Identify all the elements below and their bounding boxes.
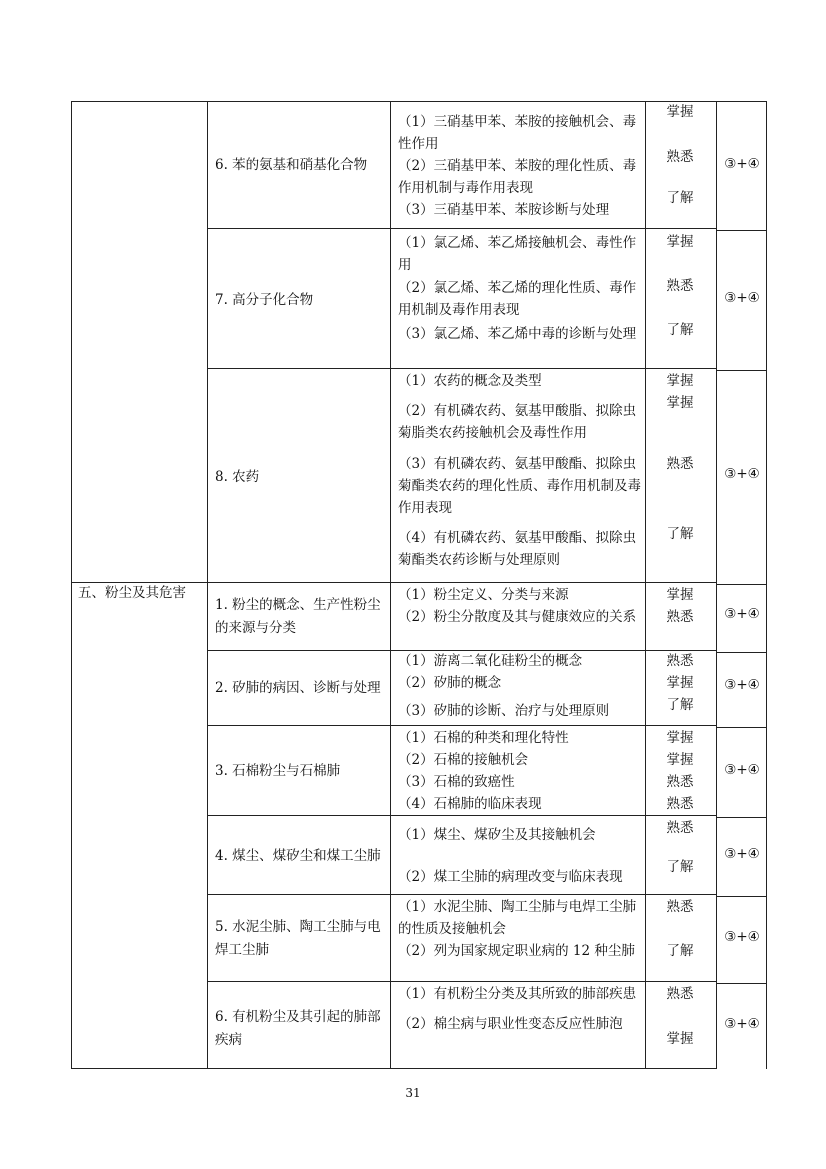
row-divider	[207, 894, 716, 895]
content-cell	[398, 824, 644, 888]
content-item: （2）煤工尘肺的病理改变与临床表现	[398, 869, 623, 885]
level-label: 掌握	[666, 373, 694, 389]
section-title: 五、粉尘及其危害	[78, 585, 186, 601]
level-label: 了解	[666, 322, 694, 338]
content-item: （3）氯乙烯、苯乙烯中毒的诊断与处理	[398, 326, 637, 342]
content-item: （3）有机磷农药、氨基甲酸酯、拟除虫菊酯类农药的理化性质、毒作用机制及毒作用表现	[398, 456, 641, 516]
level-label: 熟悉	[666, 653, 694, 669]
level-label: 掌握	[666, 587, 694, 603]
row-divider	[207, 228, 716, 229]
table-border-bottom	[71, 1068, 716, 1069]
content-item: （1）农药的概念及类型	[398, 373, 542, 389]
level-label: 掌握	[666, 395, 694, 411]
exam-mark: ③+④	[724, 846, 760, 862]
column-divider	[645, 101, 646, 1069]
topic-cell: 4. 煤尘、煤矽尘和煤工尘肺	[215, 848, 381, 864]
level-label: 了解	[666, 943, 694, 959]
content-cell	[398, 370, 644, 571]
content-cell	[398, 727, 644, 815]
topic-cell: 3. 石棉粉尘与石棉肺	[215, 763, 341, 779]
content-item: （2）矽肺的概念	[398, 675, 502, 691]
content-item: （2）有机磷农药、氨基甲酸脂、拟除虫菊脂类农药接触机会及毒性作用	[398, 403, 637, 441]
content-item: （1）氯乙烯、苯乙烯接触机会、毒性作用	[398, 235, 637, 273]
content-item: （2）棉尘病与职业性变态反应性肺泡	[398, 1016, 623, 1032]
exam-mark: ③+④	[724, 677, 760, 693]
level-label: 掌握	[666, 1031, 694, 1047]
content-cell	[398, 896, 644, 962]
content-item: （4）石棉肺的临床表现	[398, 796, 542, 812]
exam-mark: ③+④	[724, 929, 760, 945]
row-divider	[716, 727, 766, 728]
level-label: 掌握	[666, 104, 694, 120]
row-divider	[207, 981, 716, 982]
topic-cell: 1. 粉尘的概念、生产性粉尘的来源与分类	[215, 597, 381, 636]
exam-mark: ③+④	[724, 156, 760, 172]
table-border-left	[71, 101, 72, 1069]
section-divider	[716, 584, 766, 585]
level-label: 掌握	[666, 675, 694, 691]
content-item: （1）煤尘、煤矽尘及其接触机会	[398, 827, 596, 843]
page-number: 31	[405, 1086, 421, 1100]
column-divider	[716, 101, 717, 1069]
level-label: 了解	[666, 190, 694, 206]
content-item: （1）石棉的种类和理化特性	[398, 730, 569, 746]
exam-mark: ③+④	[724, 466, 760, 482]
row-divider	[716, 370, 766, 371]
content-item: （3）矽肺的诊断、治疗与处理原则	[398, 703, 610, 719]
row-divider	[207, 815, 716, 816]
level-label: 熟悉	[666, 899, 694, 915]
level-label: 熟悉	[666, 149, 694, 165]
content-item: （2）粉尘分散度及其与健康效应的关系	[398, 609, 637, 625]
level-label: 掌握	[666, 752, 694, 768]
content-cell	[398, 650, 644, 722]
row-divider	[716, 983, 766, 984]
level-label: 熟悉	[666, 986, 694, 1002]
topic-cell: 7. 高分子化合物	[215, 292, 314, 308]
content-cell	[398, 983, 644, 1035]
level-label: 熟悉	[666, 609, 694, 625]
row-divider	[716, 896, 766, 897]
topic-cell: 8. 农药	[215, 469, 260, 485]
content-item: （2）石棉的接触机会	[398, 752, 529, 768]
content-cell	[398, 232, 644, 345]
content-item: （1）游离二氧化硅粉尘的概念	[398, 653, 583, 669]
level-label: 熟悉	[666, 456, 694, 472]
content-item: （1）水泥尘肺、陶工尘肺与电焊工尘肺的性质及接触机会	[398, 899, 637, 937]
exam-mark: ③+④	[724, 1016, 760, 1032]
row-divider	[716, 817, 766, 818]
topic-cell: 5. 水泥尘肺、陶工尘肺与电焊工尘肺	[215, 919, 381, 958]
exam-mark: ③+④	[724, 290, 760, 306]
level-label: 熟悉	[666, 774, 694, 790]
topic-cell: 2. 矽肺的病因、诊断与处理	[215, 680, 381, 696]
level-label: 熟悉	[666, 796, 694, 812]
topic-cell: 6. 苯的氨基和硝基化合物	[215, 157, 368, 173]
level-label: 了解	[666, 697, 694, 713]
column-divider	[390, 101, 391, 1069]
exam-mark: ③+④	[724, 606, 760, 622]
row-divider	[207, 725, 716, 726]
content-item: （4）有机磷农药、氨基甲酸酯、拟除虫菊酯类农药诊断与处理原则	[398, 530, 637, 568]
level-label: 掌握	[666, 234, 694, 250]
content-item: （1）三硝基甲苯、苯胺的接触机会、毒性作用	[398, 114, 637, 152]
content-item: （1）粉尘定义、分类与来源	[398, 587, 569, 603]
level-label: 掌握	[666, 730, 694, 746]
content-item: （1）有机粉尘分类及其所致的肺部疾患	[398, 986, 637, 1002]
content-item: （2）三硝基甲苯、苯胺的理化性质、毒作用机制与毒作用表现	[398, 158, 637, 196]
level-label: 熟悉	[666, 820, 694, 836]
row-divider	[716, 230, 766, 231]
exam-mark: ③+④	[724, 762, 760, 778]
column-divider	[207, 101, 208, 1069]
content-item: （3）三硝基甲苯、苯胺诊断与处理	[398, 202, 610, 218]
level-label: 了解	[666, 526, 694, 542]
row-divider	[207, 368, 716, 369]
content-cell	[398, 584, 644, 628]
level-label: 熟悉	[666, 278, 694, 294]
content-cell	[398, 111, 644, 221]
table-border-right	[766, 101, 767, 1069]
content-item: （2）氯乙烯、苯乙烯的理化性质、毒作用机制及毒作用表现	[398, 280, 637, 318]
row-divider	[716, 652, 766, 653]
content-item: （2）列为国家规定职业病的 12 种尘肺	[398, 943, 635, 959]
topic-cell: 6. 有机粉尘及其引起的肺部疾病	[215, 1009, 381, 1048]
content-item: （3）石棉的致癌性	[398, 774, 515, 790]
level-label: 了解	[666, 859, 694, 875]
